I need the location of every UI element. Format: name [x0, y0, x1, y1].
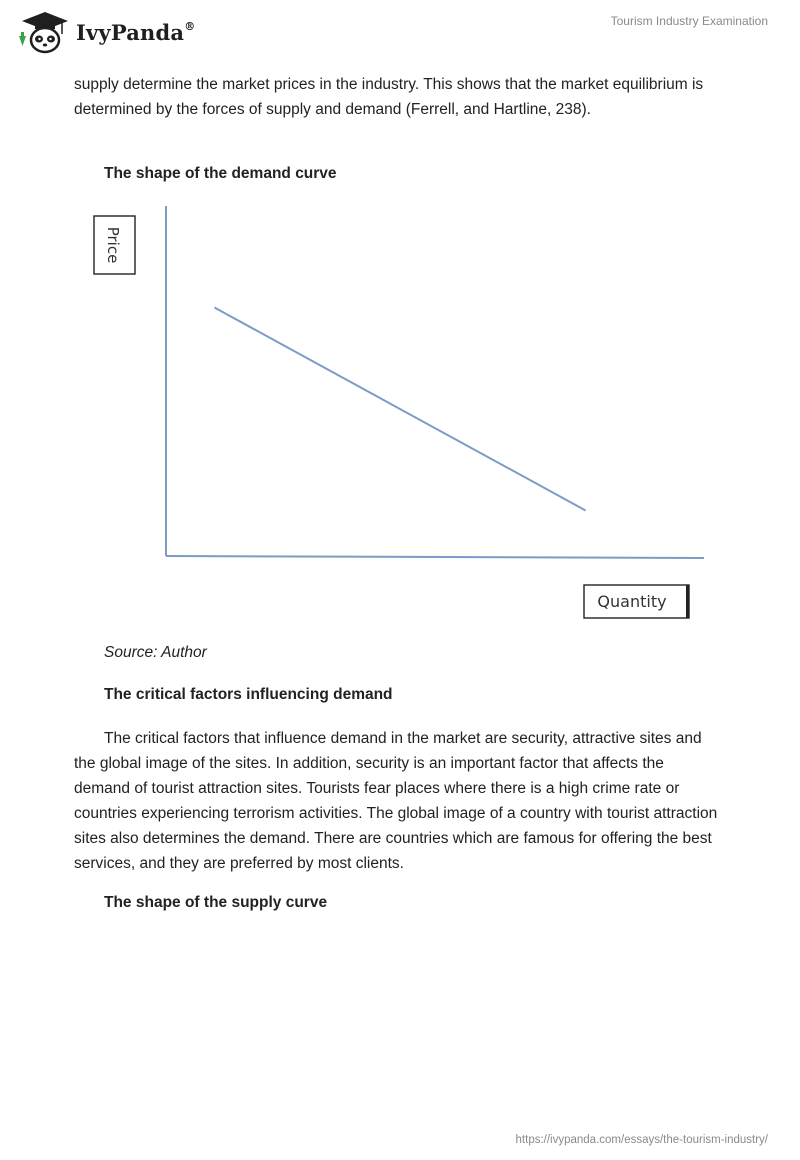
x-axis-line	[166, 556, 704, 558]
supply-curve-heading: The shape of the supply curve	[104, 894, 328, 911]
critical-factors-heading: The critical factors influencing demand	[104, 686, 393, 703]
registered-mark: ®	[184, 19, 196, 33]
logo[interactable]	[16, 10, 195, 54]
price-label-box	[94, 216, 135, 274]
demand-curve-heading: The shape of the demand curve	[104, 165, 337, 182]
footer-url-link[interactable]: https://ivypanda.com/essays/the-tourism-industry/	[515, 1134, 768, 1146]
demand-curve-line	[214, 308, 585, 511]
logo-text: IvyPanda®	[76, 19, 196, 45]
quantity-label-box	[584, 585, 689, 618]
figure-source: Source: Author	[104, 644, 207, 661]
intro-paragraph: supply determine the market prices in the industry. This shows that the market equilibrium is determined by the forces of supply and demand (Ferrell, and Hartline, 238).	[74, 76, 704, 118]
critical-factors-paragraph: The critical factors that influence demand in the market are security, attractive sites and the global image of the sites. In addition, security is an important factor that affects the demand of tourist attraction sites. Tourists fear places where there is a high crime rate or countries experiencing terrorism activities. The global image of a country with tourist attraction sites also determines the demand. There are countries which are famous for offering the best services, and they are preferred by most clients.	[74, 730, 718, 872]
quantity-axis-label: Quantity	[597, 592, 667, 611]
demand-curve-chart	[74, 198, 724, 623]
document-title: Tourism Industry Examination	[610, 14, 768, 28]
panda-logo-icon	[16, 10, 74, 54]
price-axis-label: Price	[104, 226, 122, 264]
